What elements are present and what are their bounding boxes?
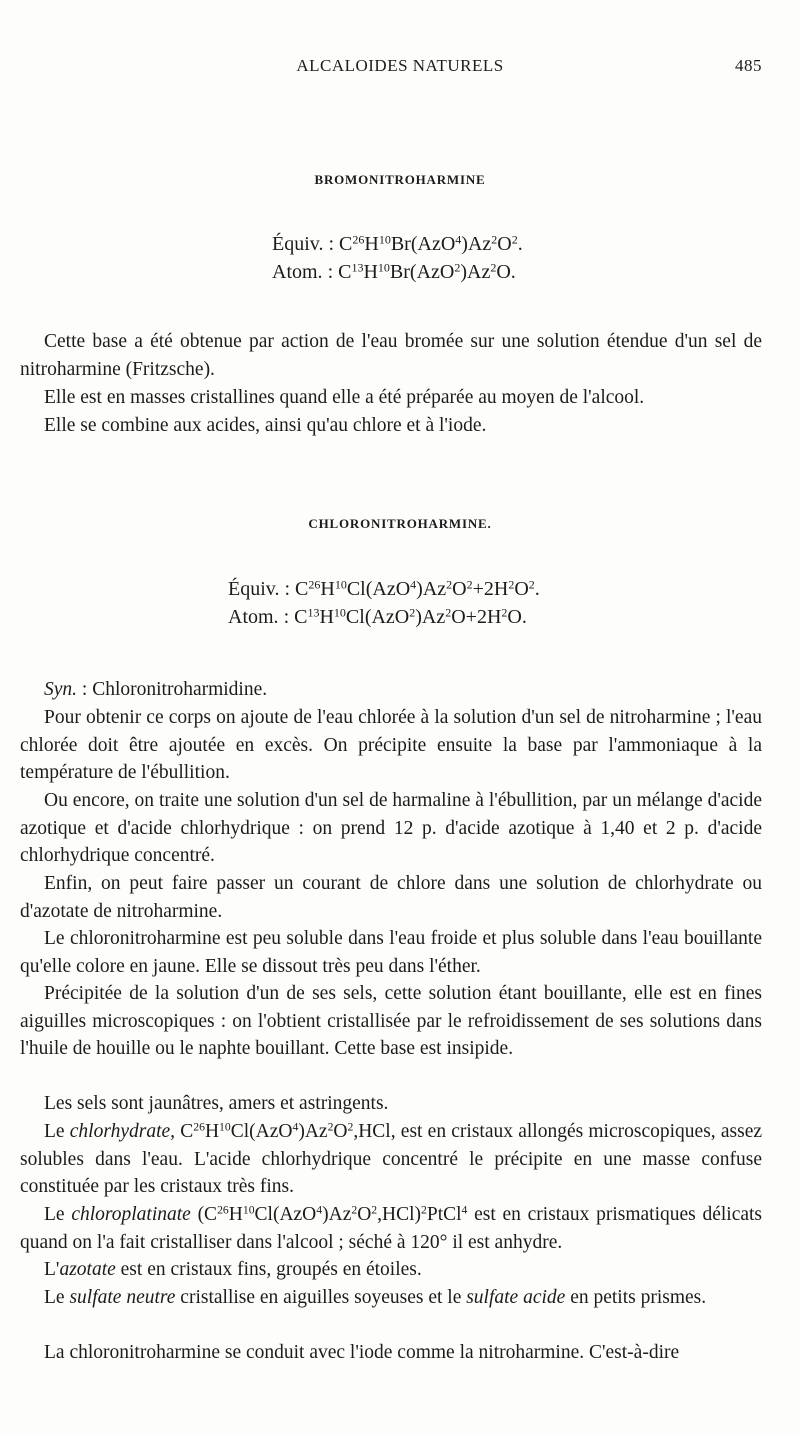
sulfate-middle-text: cristallise en aiguilles soyeuses et le — [175, 1287, 467, 1308]
formula-atom-chloro — [228, 603, 527, 631]
paragraph-azotate — [20, 1256, 762, 1284]
chloroplatinate-prefix: Le — [44, 1204, 65, 1225]
formula-atom-expression: : $C^{13}H^{10}Cl(AzO^2)Az^2O+2H^2O$. — [283, 605, 527, 628]
chlorhydrate-formula: $C^{26}H^{10}Cl(AzO^4)Az^2O^2,HCl$ — [180, 1120, 391, 1142]
sulfate-prefix: Le — [44, 1287, 65, 1308]
synonym-line — [20, 676, 762, 704]
running-title: ALCALOIDES NATURELS — [296, 56, 504, 75]
formula-equiv-chloro — [228, 575, 540, 603]
paragraph-sulfate — [20, 1284, 762, 1312]
page-number: 485 — [735, 56, 762, 75]
section-title-bromonitroharmine: BROMONITROHARMINE — [314, 172, 486, 187]
paragraph-chlorhydrate — [20, 1118, 762, 1201]
paragraph: Précipitée de la solution d'un de ses sels, cette solution étant bouillante, elle est en fines aiguilles microscopiques : on l'obtient cristallisée par le refroidissement de ses solutions dans l'huile de houille ou le naphte bouillant. Cette base est insipide. — [20, 983, 762, 1060]
sulfate-neutre-name: sulfate neutre — [69, 1287, 176, 1308]
chloroplatinate-formula: $(C^{26}H^{10}Cl(AzO^4)Az^2O^2,HCl)^2PtCl^4$ — [197, 1203, 468, 1225]
paragraph: Elle se combine aux acides, ainsi qu'au chlore et à l'iode. — [44, 415, 487, 436]
paragraph: Ou encore, on traite une solution d'un sel de harmaline à l'ébullition, par un mélange d'acide azotique et d'acide chlorhydrique : on prend 12 p. d'acide azotique à 1,40 et 2 p. d'acide chlorhydrique concentré. — [20, 790, 762, 867]
paragraph-last-line: La chloronitroharmine se conduit avec l'iode comme la nitroharmine. C'est-à-dire — [44, 1342, 680, 1363]
chloroplatinate-text: est en cristaux prismatiques délicats quand on l'a fait cristalliser dans l'alcool ; séché à 120° il est anhydre. — [20, 1204, 763, 1253]
section-title-chloronitroharmine: CHLORONITROHARMINE. — [308, 516, 492, 531]
page-header — [0, 56, 800, 80]
synonym-text: : Chloronitroharmidine. — [81, 679, 268, 700]
paragraph: Pour obtenir ce corps on ajoute de l'eau chlorée à la solution d'un sel de nitroharmine ; l'eau chlorée doit être ajoutée en excès. On précipite ensuite la base par l'ammoniaque à la température de l'ébullition. — [20, 707, 762, 784]
chlorhydrate-text: , est en cristaux allongés microscopiques, assez solubles dans l'eau. L'acide chlorhydrique concentré le précipite en une masse confuse constituée par les cristaux très fins. — [20, 1121, 763, 1198]
sulfate-text: en petits prismes. — [565, 1287, 707, 1308]
formula-equiv-expression: : $C^{26}H^{10}Cl(AzO^4)Az^2O^2+2H^2O^2$. — [284, 577, 540, 600]
paragraph: Les sels sont jaunâtres, amers et astringents. — [44, 1093, 389, 1114]
formula-atom-bromo — [272, 258, 516, 286]
synonym-label: Syn. — [44, 679, 78, 700]
chloroplatinate-name: chloroplatinate — [71, 1204, 191, 1225]
paragraph: Enfin, on peut faire passer un courant de chlore dans une solution de chlorhydrate ou d'azotate de nitroharmine. — [20, 873, 762, 922]
paragraph-chloroplatinate — [20, 1201, 762, 1256]
paragraph: Le chloronitroharmine est peu soluble dans l'eau froide et plus soluble dans l'eau bouillante qu'elle colore en jaune. Elle se dissout très peu dans l'éther. — [20, 928, 762, 977]
azotate-text: est en cristaux fins, groupés en étoiles. — [115, 1259, 422, 1280]
formula-atom-label: Atom. — [228, 606, 279, 628]
chlorhydrate-name: chlorhydrate, — [69, 1121, 176, 1142]
formula-equiv-label: Équiv. — [272, 233, 324, 255]
azotate-name: azotate — [59, 1259, 116, 1280]
formula-atom-expression: : $C^{13}H^{10}Br(AzO^2)Az^2O$. — [327, 260, 516, 283]
azotate-prefix: L' — [44, 1259, 60, 1280]
formula-equiv-label: Équiv. — [228, 578, 280, 600]
formula-equiv-expression: : $C^{26}H^{10}Br(AzO^4)Az^2O^2$. — [328, 232, 523, 255]
sulfate-acide-name: sulfate acide — [466, 1287, 566, 1308]
formula-equiv-bromo — [272, 230, 523, 258]
formula-atom-label: Atom. — [272, 261, 323, 283]
paragraph: Cette base a été obtenue par action de l'eau bromée sur une solution étendue d'un sel de nitroharmine (Fritzsche). — [20, 331, 762, 380]
paragraph: Elle est en masses cristallines quand elle a été préparée au moyen de l'alcool. — [44, 387, 645, 408]
chlorhydrate-prefix: Le — [44, 1121, 65, 1142]
